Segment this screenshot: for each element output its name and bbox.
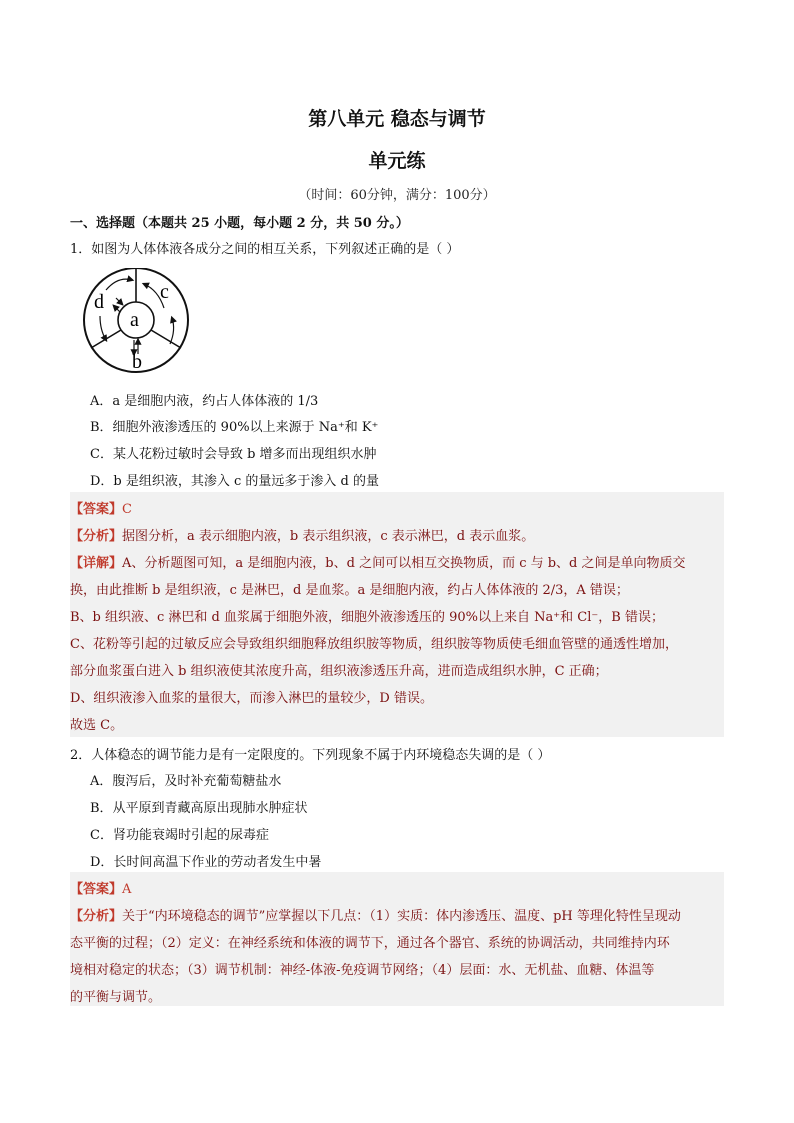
analysis-tag: 【分析】 — [70, 909, 123, 924]
page-subtitle: 单元练 — [368, 150, 426, 172]
arrow-d-to-a — [116, 298, 122, 304]
q2-analysis-line: 态平衡的过程；（2）定义：在神经系统和体液的调节下，通过各个器官、系统的协调活动，共同维持内环 — [70, 936, 670, 951]
q2-option-c: C．肾功能衰竭时引起的尿毒症 — [90, 828, 269, 843]
label-d: d — [94, 291, 104, 313]
answer-tag: 【答案】 — [70, 882, 123, 897]
q1-detail-line: B、b 组织液、c 淋巴和 d 血浆属于细胞外液，细胞外液渗透压的 90%以上来自 Na⁺和 Cl⁻，B 错误； — [70, 610, 664, 625]
q2-analysis-line: 境相对稳定的状态；（3）调节机制：神经-体液-免疫调节网络；（4）层面：水、无机盐、血糖、体温等 — [70, 963, 655, 978]
q1-option-b: B．细胞外液渗透压的 90%以上来源于 Na⁺和 K⁺ — [90, 420, 379, 435]
answer-tag: 【答案】 — [70, 502, 123, 517]
q2-analysis-line: 的平衡与调节。 — [70, 990, 162, 1005]
q1-analysis — [70, 525, 534, 544]
q1-answer — [70, 498, 132, 517]
analysis-tag: 【分析】 — [70, 529, 123, 544]
label-b: b — [132, 351, 142, 373]
answer-value: C — [122, 502, 132, 517]
q2-answer — [70, 878, 131, 897]
arrow-d-to-c — [106, 279, 132, 290]
analysis-text: 据图分析，a 表示细胞内液，b 表示组织液，c 表示淋巴，d 表示血浆。 — [122, 529, 535, 544]
q1-conclusion: 故选 C。 — [70, 718, 124, 733]
q1-detail-line: D、组织液渗入血浆的量很大，而渗入淋巴的量较少，D 错误。 — [70, 691, 433, 706]
q2-option-d: D．长时间高温下作业的劳动者发生中暑 — [90, 855, 322, 870]
answer-value: A — [122, 882, 132, 897]
q2-option-a: A．腹泻后，及时补充葡萄糖盐水 — [90, 774, 282, 789]
body-fluid-diagram — [78, 268, 196, 378]
q1-detail-line: 换，由此推断 b 是组织液，c 是淋巴，d 是血浆。a 是细胞内液，约占人体体液的 2/3，A 错误； — [70, 583, 629, 598]
q1-option-d: D．b 是组织液，其渗入 c 的量远多于渗入 d 的量 — [90, 474, 380, 489]
arrow-b-to-c — [170, 318, 174, 344]
q2-option-b: B．从平原到青藏高原出现肺水肿症状 — [90, 801, 308, 816]
q1-detail-line: C、花粉等引起的过敏反应会导致组织细胞释放组织胺等物质，组织胺等物质使毛细血管壁的通透性增加， — [70, 637, 678, 652]
label-c: c — [160, 281, 169, 303]
detail-text: A、分析题图可知，a 是细胞内液，b、d 之间可以相互交换物质，而 c 与 b、d 之间是单向物质交 — [122, 556, 686, 571]
q1-option-a: A．a 是细胞内液，约占人体体液的 1/3 — [90, 394, 319, 409]
exam-info: （时间：60分钟，满分：100分） — [298, 188, 496, 203]
arrow-a-to-d — [114, 306, 120, 312]
page-title: 第八单元 稳态与调节 — [308, 108, 486, 130]
divider-right — [151, 330, 181, 348]
q1-stem: 1．如图为人体体液各成分之间的相互关系，下列叙述正确的是（ ） — [70, 242, 460, 257]
q1-detail-line: 部分血浆蛋白进入 b 组织液使其浓度升高，组织液渗透压升高，进而造成组织水肿，C 正确； — [70, 664, 608, 679]
q1-detail-line — [70, 552, 686, 571]
analysis-text: 关于“内环境稳态的调节”应掌握以下几点：（1）实质：体内渗透压、温度、pH 等理化特性呈现动 — [122, 909, 681, 924]
q1-option-c: C．某人花粉过敏时会导致 b 增多而出现组织水肿 — [90, 447, 377, 462]
detail-tag: 【详解】 — [70, 556, 123, 571]
q2-analysis-line — [70, 905, 681, 924]
label-a: a — [130, 309, 139, 331]
section-heading: 一、选择题（本题共 25 小题，每小题 2 分，共 50 分。） — [70, 216, 409, 231]
q2-stem: 2．人体稳态的调节能力是有一定限度的。下列现象不属于内环境稳态失调的是（ ） — [70, 748, 551, 763]
arrow-d-to-b — [100, 316, 106, 340]
